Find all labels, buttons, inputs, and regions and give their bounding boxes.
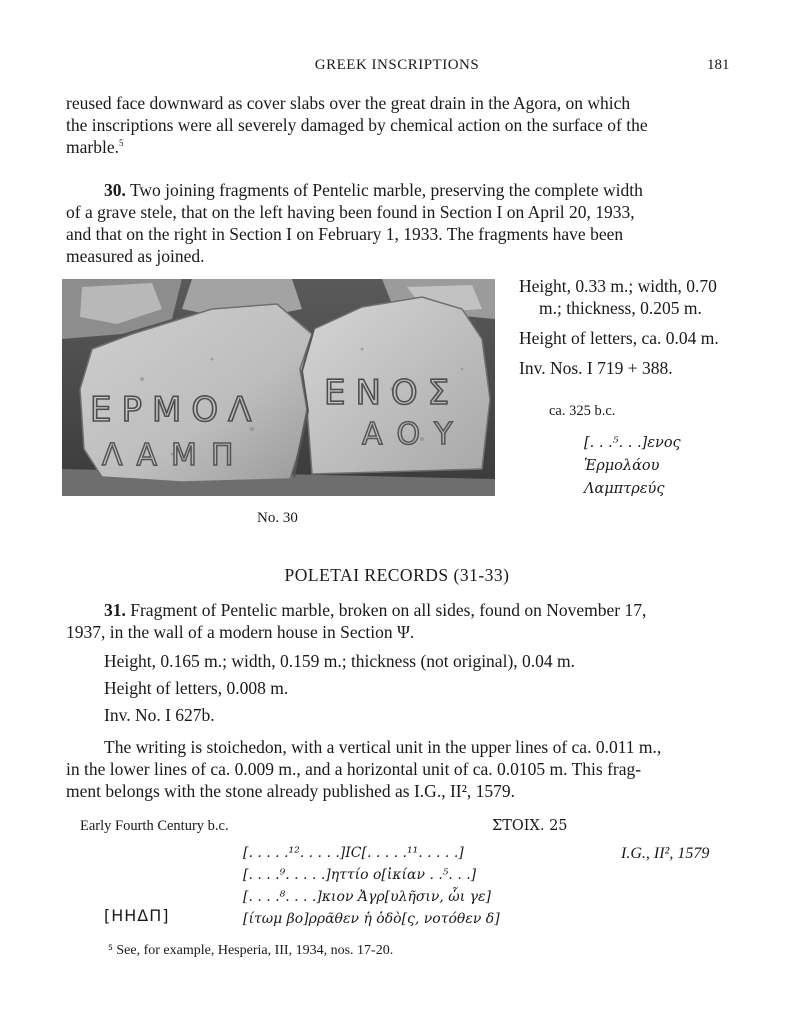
entry-31-date: Early Fourth Century b.c. xyxy=(80,818,229,834)
intro-paragraph xyxy=(66,92,734,158)
footnote: ⁵ See, for example, Hesperia, III, 1934, nos. 17-20. xyxy=(108,943,394,958)
intro-line-last: marble.$^5$ xyxy=(66,137,124,157)
entry-line: of a grave stele, that on the left having been found in Section I on April 20, 1933, xyxy=(66,202,635,222)
photo-caption: No. 30 xyxy=(257,510,298,526)
entry-31-measurements xyxy=(104,650,744,726)
inscription-line: Λαμπτρεύς xyxy=(584,481,665,497)
running-head-title: GREEK INSCRIPTIONS xyxy=(314,57,480,73)
inventory-number: Inv. No. I 627b. xyxy=(104,705,215,725)
reference-label: I.G., II², 1579 xyxy=(621,845,710,862)
inscription-line: Ἑρμολάου xyxy=(584,458,660,474)
inventory-numbers: Inv. Nos. I 719 + 388. xyxy=(519,358,673,378)
intro-line: reused face downward as cover slabs over the great drain in the Agora, on which xyxy=(66,93,631,113)
entry-31-text xyxy=(243,842,500,930)
entry-31-description xyxy=(66,599,734,643)
stone-letters-right-line2: ΑΟΥ xyxy=(362,417,467,452)
inscription-line: [. . .⁵. . .]ενος xyxy=(584,435,681,451)
entry-30-measurements xyxy=(519,275,737,379)
section-heading: POLETAI RECORDS (31-33) xyxy=(284,565,510,585)
letter-height: Height of letters, 0.008 m. xyxy=(104,678,289,698)
entry-31-paragraph xyxy=(66,736,734,802)
letter-height: Height of letters, ca. 0.04 m. xyxy=(519,328,719,348)
entry-number: 30. xyxy=(104,180,126,200)
paragraph-line: ment belongs with the stone already published as I.G., II², 1579. xyxy=(66,781,515,801)
entry-30-text xyxy=(584,432,681,501)
numeral-marker: [ΗΗΔΠ] xyxy=(104,906,170,925)
inscription-line: [. . . .⁸. . . .]κιον Ἀγρ[υλῆσιν, ὧι γε] xyxy=(243,889,491,905)
entry-line: measured as joined. xyxy=(66,246,205,266)
running-head xyxy=(0,57,794,77)
stone-photograph xyxy=(62,279,495,496)
stone-letters-left-line2: ΛΑΜΠ xyxy=(102,438,248,473)
inscription-line: [ίτωμ βο]ρρᾶθεν ἡ ὁδὸ[ς, νοτόθεν δ] xyxy=(243,911,500,927)
measure-line: m.; thickness, 0.205 m. xyxy=(539,298,702,318)
stone-letters-left-line1: ΕΡΜΟΛ xyxy=(90,390,262,430)
photograph-image xyxy=(62,279,495,496)
paragraph-line: in the lower lines of ca. 0.009 m., and a horizontal unit of ca. 0.0105 m. This frag- xyxy=(66,759,642,779)
entry-30-description xyxy=(66,179,734,267)
measure-line: Height, 0.165 m.; width, 0.159 m.; thickness (not original), 0.04 m. xyxy=(104,651,576,671)
entry-31-first-line: 31. Fragment of Pentelic marble, broken on all sides, found on November 17, xyxy=(104,600,647,620)
inscription-line: [. . . . .¹². . . . .]ΙC[. . . . .¹¹. . . . .] xyxy=(243,845,464,861)
entry-number: 31. xyxy=(104,600,126,620)
page-number: 181 xyxy=(707,57,730,73)
entry-line: 1937, in the wall of a modern house in Section Ψ. xyxy=(66,622,415,642)
stoichedon-label: ΣΤΟΙΧ. 25 xyxy=(492,818,568,834)
footnote-ref[interactable]: 5 xyxy=(118,138,124,149)
intro-line: the inscriptions were all severely damaged by chemical action on the surface of the xyxy=(66,115,648,135)
stone-letters-right-line1: ΕΝΟΣ xyxy=(324,373,460,413)
entry-30-date: ca. 325 b.c. xyxy=(549,403,616,419)
entry-line: and that on the right in Section I on February 1, 1933. The fragments have been xyxy=(66,224,624,244)
paragraph-line: The writing is stoichedon, with a vertical unit in the upper lines of ca. 0.011 m., xyxy=(104,737,662,757)
inscription-line: [. . . .⁹. . . . .]ηττίο ο[ἰκίαν . .⁵. . .] xyxy=(243,867,477,883)
measure-line: Height, 0.33 m.; width, 0.70 xyxy=(519,276,717,296)
entry-30-first-line: 30. Two joining fragments of Pentelic marble, preserving the complete width xyxy=(104,180,643,200)
